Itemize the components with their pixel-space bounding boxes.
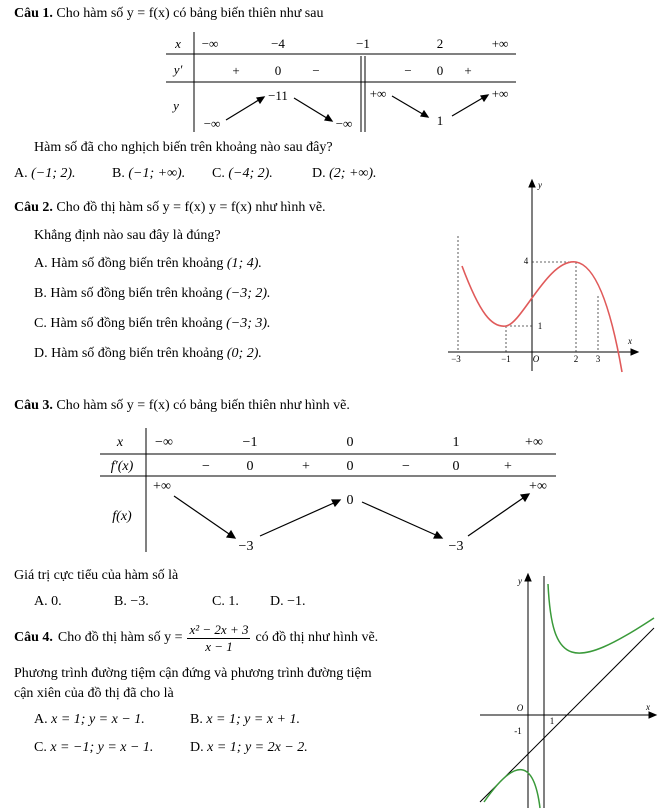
q3-arrowhead	[434, 532, 442, 538]
q3-fp-sign: −	[402, 459, 410, 474]
q3-arrow-up	[260, 502, 336, 536]
q2-tick: 2	[573, 354, 579, 364]
q4-graph	[476, 570, 658, 810]
q3-fp-sign: +	[504, 459, 512, 474]
q4-label: Câu 4.	[14, 630, 53, 645]
q3-fp-sign: 0	[346, 459, 354, 474]
q3-x-val: +∞	[525, 435, 543, 450]
q2-heading	[14, 200, 326, 216]
q3-text: Cho hàm số y = f(x) có bảng biến thiên như hình vẽ.	[56, 398, 350, 413]
q4-y-label: y	[518, 576, 522, 586]
x-axis-arrow	[649, 712, 656, 718]
q1-yp-sign: −	[404, 63, 412, 78]
q3-arrow-up	[468, 496, 526, 536]
q4-curve-upper	[548, 584, 654, 653]
q3-f-val: +∞	[529, 479, 547, 494]
q1-x-val: −∞	[201, 36, 219, 51]
y-axis-arrow	[525, 574, 531, 581]
q1-question: Hàm số đã cho nghịch biến trên khoảng nào sau đây?	[34, 140, 333, 155]
q4-line1: Phương trình đường tiệm cận đứng và phương trình đường tiệm	[14, 666, 372, 681]
q3-arrowhead	[332, 500, 340, 506]
q4-x-label: x	[646, 702, 650, 712]
q1-option-b[interactable]: B. (−1; +∞).	[112, 166, 186, 181]
y-axis-arrow	[529, 180, 535, 187]
q4-tick: 1	[549, 716, 555, 726]
q3-fp-sign: 0	[246, 459, 254, 474]
q1-yp-sign: +	[232, 63, 240, 78]
q3-f-header: f(x)	[112, 509, 132, 524]
q3-variation-table	[98, 428, 558, 556]
q1-y-val: +∞	[369, 86, 387, 101]
q1-x-val: +∞	[491, 36, 509, 51]
q1-y-val: −∞	[203, 116, 221, 131]
q4-heading	[14, 616, 378, 660]
q3-arrowhead	[521, 494, 529, 501]
q3-label: Câu 3.	[14, 398, 53, 413]
q4-line2: cận xiên của đồ thị đã cho là	[14, 686, 174, 701]
q3-f-val: +∞	[153, 479, 171, 494]
q1-option-a[interactable]: A. (−1; 2).	[14, 166, 76, 181]
q1-label: Câu 1.	[14, 6, 53, 21]
q4-tick: -1	[514, 726, 522, 736]
q3-f-val: 0	[346, 493, 354, 508]
q3-arrow-down	[174, 496, 232, 536]
q1-arrowhead	[257, 97, 264, 103]
q3-question: Giá trị cực tiểu của hàm số là	[14, 568, 179, 583]
q1-x-val: −4	[271, 36, 285, 51]
q2-option-c[interactable]: C. Hàm số đồng biến trên khoảng (−3; 3).	[34, 316, 271, 331]
q4-text-before: Cho đồ thị hàm số y =	[57, 630, 183, 645]
q2-origin: O	[532, 354, 540, 364]
q1-arrow-up	[452, 96, 486, 116]
q1-heading	[14, 6, 323, 22]
q2-tick: −3	[451, 354, 461, 364]
q4-frac-denominator: x − 1	[205, 638, 233, 654]
q4-option-a[interactable]: A. x = 1; y = x − 1.	[34, 712, 145, 727]
x-axis-arrow	[631, 349, 638, 355]
q2-label: Câu 2.	[14, 200, 53, 215]
q1-x-val: 2	[436, 36, 444, 51]
q3-fp-header: f′(x)	[110, 459, 134, 474]
q3-f-val: −3	[448, 539, 464, 554]
q3-option-b[interactable]: B. −3.	[114, 594, 149, 609]
q3-x-val: −1	[242, 435, 258, 450]
q3-fp-sign: 0	[452, 459, 460, 474]
q3-x-header: x	[116, 435, 124, 450]
q2-graph	[440, 176, 640, 376]
q1-option-d[interactable]: D. (2; +∞).	[312, 166, 377, 181]
q2-tick: 3	[595, 354, 601, 364]
q1-x-val: −1	[356, 36, 370, 51]
q4-fraction	[187, 622, 250, 655]
q1-text: Cho hàm số y = f(x) có bảng biến thiên như sau	[56, 6, 324, 21]
q1-arrow-down	[392, 96, 426, 116]
q2-option-b[interactable]: B. Hàm số đồng biến trên khoảng (−3; 2).	[34, 286, 271, 301]
q2-y-label: y	[538, 180, 542, 190]
q1-arrow-up	[226, 98, 262, 120]
q4-curve-lower	[484, 770, 540, 808]
q3-x-val: −∞	[155, 435, 173, 450]
q1-arrowhead	[421, 111, 428, 117]
q1-y-val: +∞	[491, 86, 509, 101]
q3-arrow-down	[362, 502, 438, 536]
q2-tick: 1	[537, 321, 543, 331]
q1-y-val: 1	[436, 113, 444, 128]
q2-text: Cho đồ thị hàm số y = f(x) y = f(x) như hình vẽ.	[56, 200, 326, 215]
q1-x-header: x	[175, 36, 181, 51]
q4-text-after: có đồ thị như hình vẽ.	[255, 630, 379, 645]
q3-x-val: 0	[346, 435, 354, 450]
q2-tick: 4	[523, 256, 529, 266]
q3-heading	[14, 398, 350, 414]
q4-option-b[interactable]: B. x = 1; y = x + 1.	[190, 712, 300, 727]
q3-arrowhead	[227, 531, 235, 538]
q1-y-header: y	[173, 98, 179, 113]
q1-yp-sign: 0	[436, 63, 444, 78]
q1-variation-table	[160, 32, 520, 134]
q3-fp-sign: +	[302, 459, 310, 474]
q1-yp-header: y′	[173, 62, 183, 77]
q3-fp-sign: −	[202, 459, 210, 474]
q1-y-val: −11	[268, 88, 288, 103]
q4-option-d[interactable]: D. x = 1; y = 2x − 2.	[190, 740, 308, 755]
q1-yp-sign: 0	[274, 63, 282, 78]
q1-option-c[interactable]: C. (−4; 2).	[212, 166, 273, 181]
q1-yp-sign: +	[464, 63, 472, 78]
q4-frac-numerator: x² − 2x + 3	[189, 621, 249, 637]
q3-x-val: 1	[452, 435, 460, 450]
q2-prompt: Khẳng định nào sau đây là đúng?	[34, 228, 221, 243]
q3-option-c[interactable]: C. 1.	[212, 594, 239, 609]
q1-arrow-down	[294, 98, 330, 120]
q1-arrowhead	[481, 95, 488, 101]
q2-option-d[interactable]: D. Hàm số đồng biến trên khoảng (0; 2).	[34, 346, 262, 361]
q2-x-label: x	[628, 336, 632, 346]
q4-origin: O	[516, 703, 524, 713]
q1-y-val: −∞	[335, 116, 353, 131]
q3-f-val: −3	[238, 539, 254, 554]
q3-option-a[interactable]: A. 0.	[34, 594, 62, 609]
q1-yp-sign: −	[312, 63, 320, 78]
q4-option-c[interactable]: C. x = −1; y = x − 1.	[34, 740, 154, 755]
q1-arrowhead	[325, 115, 332, 121]
q3-option-d[interactable]: D. −1.	[270, 594, 306, 609]
q2-tick: −1	[501, 354, 511, 364]
q2-option-a[interactable]: A. Hàm số đồng biến trên khoảng (1; 4).	[34, 256, 262, 271]
